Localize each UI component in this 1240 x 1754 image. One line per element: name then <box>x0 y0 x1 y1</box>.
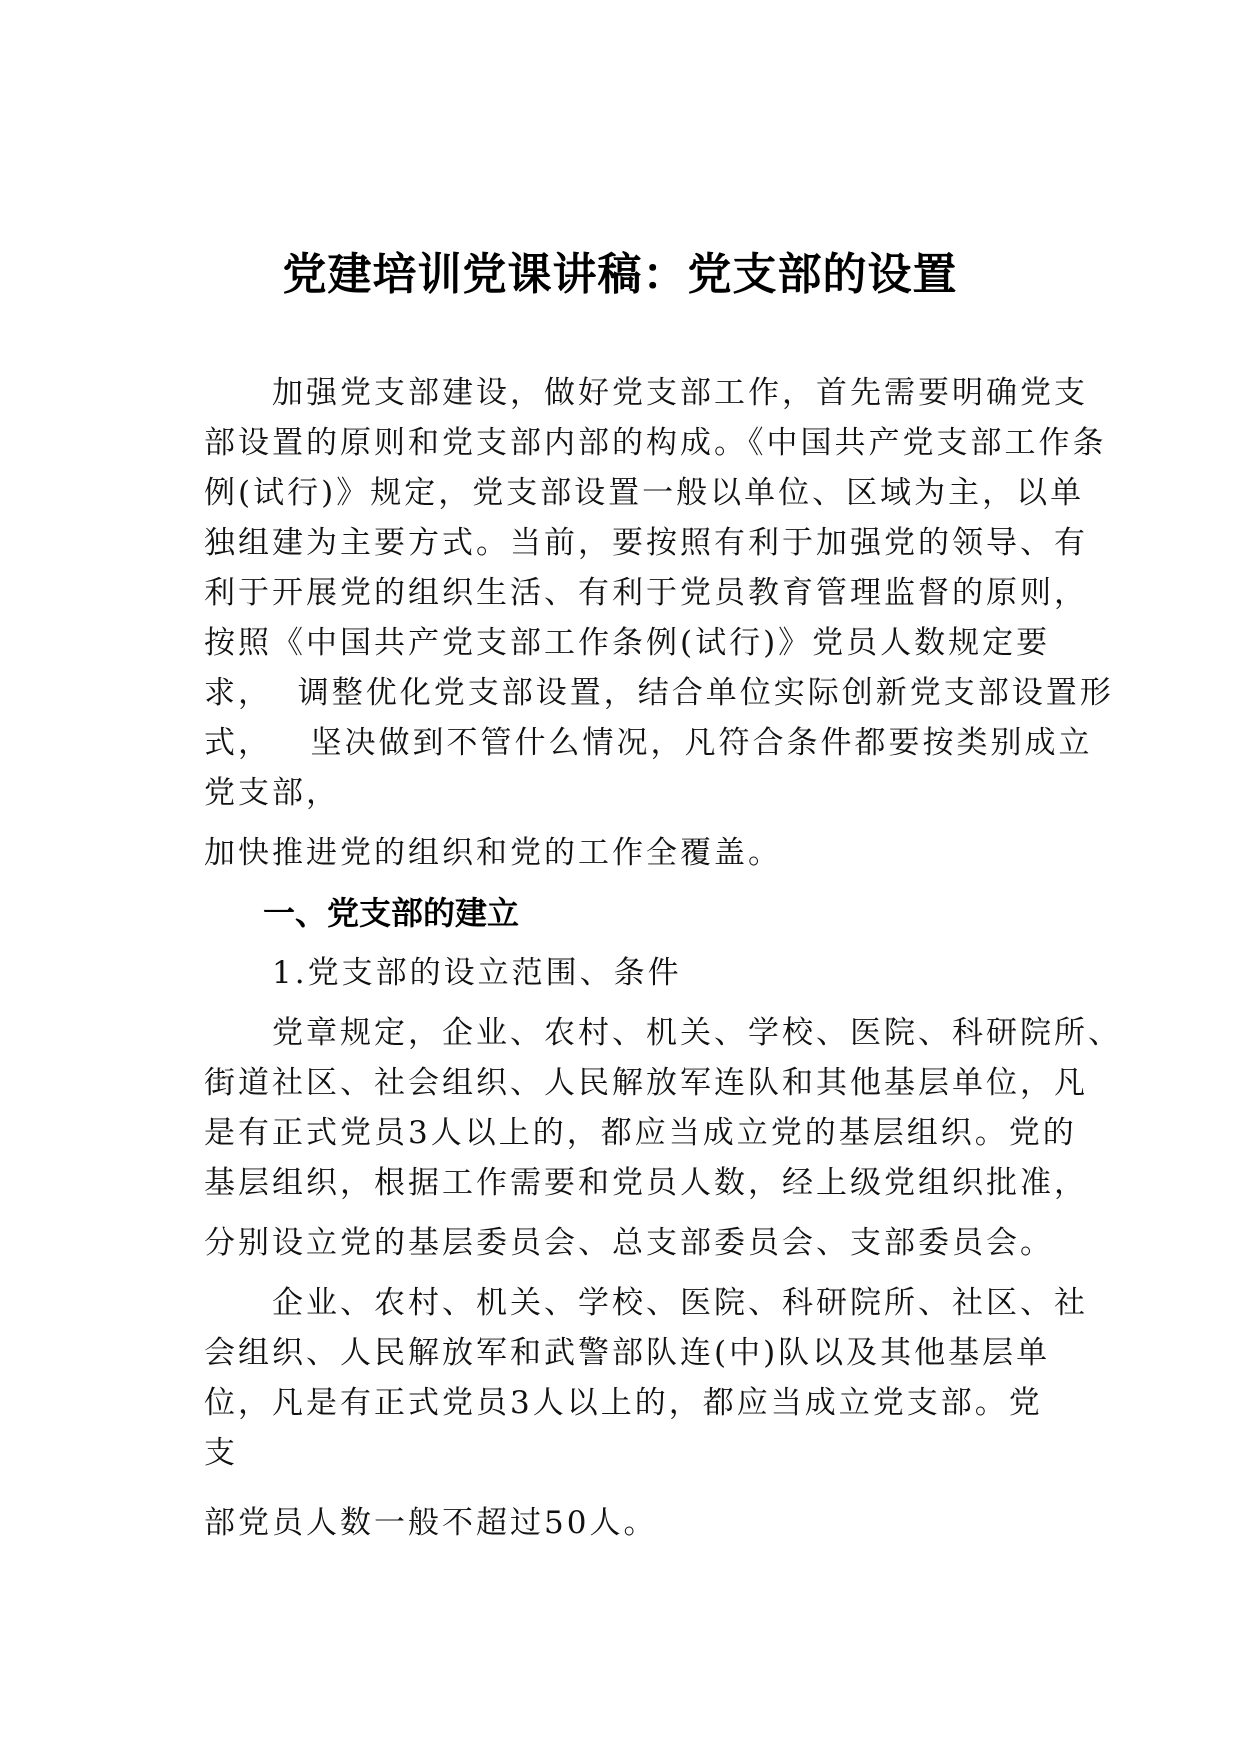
document-title: 党建培训党课讲稿：党支部的设置 <box>282 249 958 300</box>
paragraph-line: 加强党支部建设，做好党支部工作，首先需要明确党支 <box>204 375 1088 411</box>
paragraph-line: 支 <box>204 1435 238 1471</box>
paragraph-line: 部设置的原则和党支部内部的构成。《中国共产党支部工作条 <box>204 425 1107 461</box>
section-heading: 一、党支部的建立 <box>263 894 520 932</box>
paragraph-line: 部党员人数一般不超过50人。 <box>204 1505 658 1541</box>
paragraph-line: 街道社区、社会组织、人民解放军连队和其他基层单位，凡 <box>204 1065 1088 1101</box>
paragraph-line: 党支部， <box>204 775 340 811</box>
paragraph-line: 是有正式党员3人以上的，都应当成立党的基层组织。党的 <box>204 1115 1077 1151</box>
paragraph-line: 式， 坚决做到不管什么情况，凡符合条件都要按类别成立 <box>204 725 1093 761</box>
paragraph-line: 位，凡是有正式党员3人以上的，都应当成立党支部。党 <box>204 1385 1043 1421</box>
paragraph-line: 会组织、人民解放军和武警部队连(中)队以及其他基层单 <box>204 1335 1051 1371</box>
paragraph-line: 基层组织，根据工作需要和党员人数，经上级党组织批准， <box>204 1165 1088 1201</box>
subsection-heading: 1.党支部的设立范围、条件 <box>204 955 682 991</box>
paragraph-line: 企业、农村、机关、学校、医院、科研院所、社区、社 <box>204 1285 1088 1321</box>
paragraph-line: 党章规定，企业、农村、机关、学校、医院、科研院所、 <box>204 1015 1122 1051</box>
paragraph-line: 求， 调整优化党支部设置，结合单位实际创新党支部设置形 <box>204 675 1114 711</box>
paragraph-line: 分别设立党的基层委员会、总支部委员会、支部委员会。 <box>204 1225 1054 1261</box>
paragraph-line: 按照《中国共产党支部工作条例(试行)》党员人数规定要 <box>204 625 1051 661</box>
paragraph-line: 利于开展党的组织生活、有利于党员教育管理监督的原则， <box>204 575 1088 611</box>
paragraph-line: 例(试行)》规定，党支部设置一般以单位、区域为主，以单 <box>204 475 1085 511</box>
paragraph-line: 加快推进党的组织和党的工作全覆盖。 <box>204 835 782 871</box>
paragraph-line: 独组建为主要方式。当前，要按照有利于加强党的领导、有 <box>204 525 1088 561</box>
